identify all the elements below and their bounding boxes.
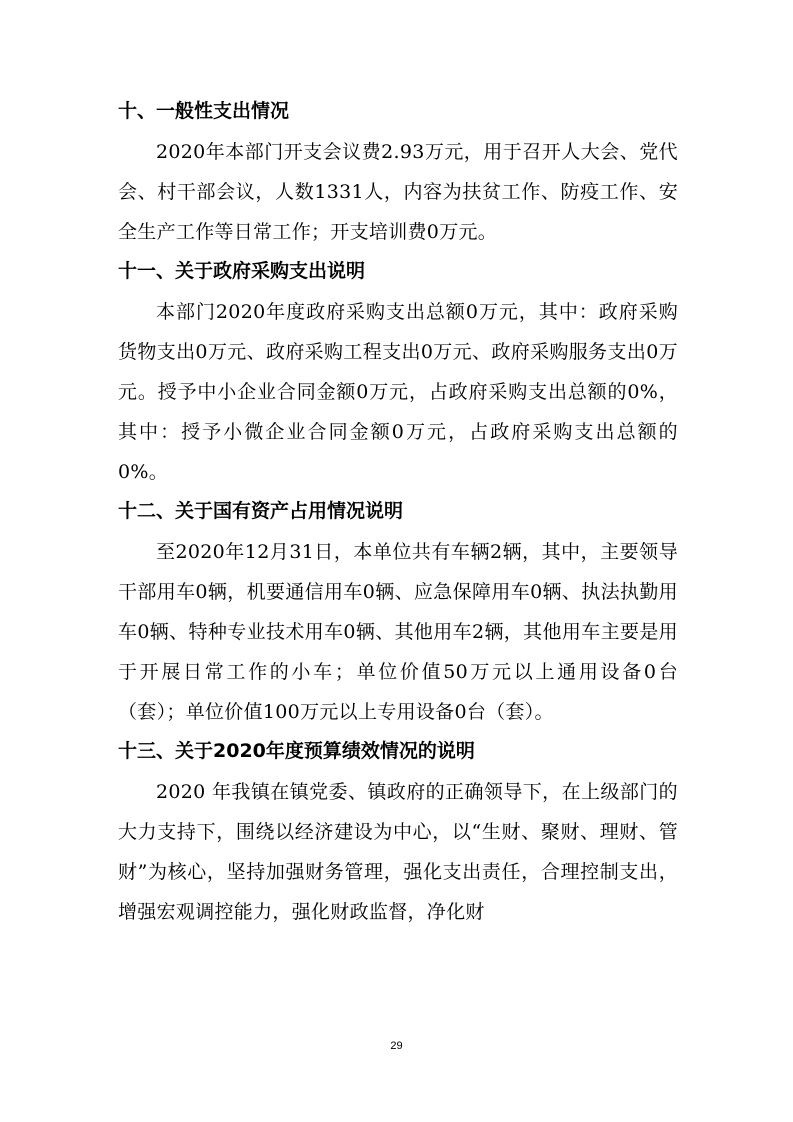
section-heading: 十二、关于国有资产占用情况说明 [118,500,404,522]
section-paragraph: 本部门2020年度政府采购支出总额0万元，其中：政府采购货物支出0万元、政府采购工程支出0万元、政府采购服务支出0万元。授予中小企业合同金额0万元，占政府采购支出总额的0%，其中：授予小微企业合同金额0万元，占政府采购支出总额的0%。 [118,301,678,483]
section-heading: 十一、关于政府采购支出说明 [118,260,366,282]
section-paragraph: 2020年本部门开支会议费2.93万元，用于召开人大会、党代会、村干部会议，人数1331人，内容为扶贫工作、防疫工作、安全生产工作等日常工作；开支培训费0万元。 [118,141,678,243]
section-paragraph: 2020 年我镇在镇党委、镇政府的正确领导下，在上级部门的大力支持下，围绕以经济建设为中心，以“生财、聚财、理财、管财”为核心，坚持加强财务管理，强化支出责任，合理控制支出，增强宏观调控能力，强化财政监督，净化财 [118,781,678,923]
section-government-procurement [118,256,678,492]
section-budget-performance [118,736,678,932]
section-heading: 十、一般性支出情况 [118,100,290,122]
section-general-expenditure [118,96,678,252]
page-number: 29 [390,1040,403,1052]
section-state-assets [118,496,678,732]
section-heading: 十三、关于2020年度预算绩效情况的说明 [118,740,475,762]
section-paragraph: 至2020年12月31日，本单位共有车辆2辆，其中，主要领导干部用车0辆，机要通信用车0辆、应急保障用车0辆、执法执勤用车0辆、特种专业技术用车0辆、其他用车2辆，其他用车主要是用于开展日常工作的小车；单位价值50万元以上通用设备0台（套）；单位价值100万元以上专用设备0台（套）。 [118,541,678,723]
document-body [118,96,678,936]
